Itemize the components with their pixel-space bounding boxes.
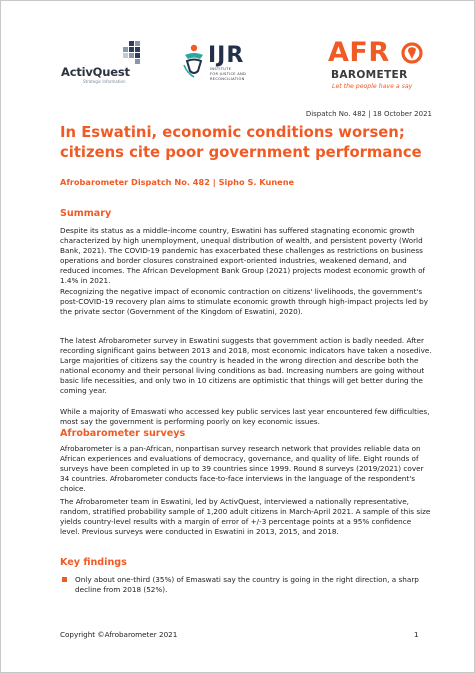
afrobarometer-logo — [328, 37, 431, 93]
summary-paragraph: Recognizing the negative impact of economic contraction on citizens' livelihoods, the government's post-COVID-19 recovery plan aims to stimulate economic growth through high-impact projects led by the private sector (Government of the Kingdom of Eswatini, 2020). — [60, 287, 429, 316]
summary-paragraph: The latest Afrobarometer survey in Eswatini suggests that government action is badly needed. After recording significant gains between 2013 and 2018, most economic indicators have taken a nosedive. Large majorities of citizens say the country is headed in the wrong direction and describe both the national economy and their personal living conditions as bad. Increasing numbers are going without basic life necessities, and only two in 10 citizens are optimistic that things will get better during the coming year. — [60, 336, 432, 395]
activquest-tagline: Strategic Information — [83, 79, 126, 84]
ijr-line-2: FOR JUSTICE AND — [210, 72, 247, 76]
page-title — [60, 123, 430, 163]
byline: Afrobarometer Dispatch No. 482 | Sipho S. Kunene — [60, 177, 295, 187]
ijr-logo — [181, 43, 271, 83]
afrobarometer-tagline: Let the people have a say — [332, 83, 413, 90]
bullet-square-icon — [62, 577, 67, 582]
summary-paragraph: While a majority of Emaswati who accessed key public services last year encountered few difficulties, most say the government is performing poorly on key economic issues. — [60, 407, 430, 426]
copyright-footer: Copyright ©Afrobarometer 2021 — [60, 630, 178, 639]
afro-wordmark: AFR — [328, 37, 390, 68]
title-line-2: citizens cite poor government performance — [60, 144, 422, 161]
title-line-1: In Eswatini, economic conditions worsen; — [60, 124, 405, 141]
key-findings-heading: Key findings — [60, 557, 127, 568]
ijr-line-3: RECONCILIATION — [210, 77, 245, 81]
summary-heading: Summary — [60, 208, 112, 219]
surveys-heading: Afrobarometer surveys — [60, 428, 186, 439]
dispatch-reference: Dispatch No. 482 | 18 October 2021 — [305, 110, 432, 118]
activquest-mark-icon — [121, 41, 143, 65]
activquest-logo — [61, 41, 161, 85]
ijr-figure-icon — [181, 43, 207, 79]
activquest-name: ActivQuest — [61, 65, 130, 79]
ijr-line-1: INSTITUTE — [210, 67, 232, 71]
afrobarometer-name: BAROMETER — [331, 69, 408, 81]
page-number: 1 — [414, 630, 419, 639]
africa-map-icon — [401, 42, 423, 64]
finding-text: Only about one-third (35%) of Emaswati say the country is going in the right direction, a sharp decline from 2018 (52%). — [75, 575, 419, 594]
surveys-paragraph: Afrobarometer is a pan-African, nonpartisan survey research network that provides reliable data on African experiences and evaluations of democracy, governance, and quality of life. Eight rounds of surveys have been completed in up to 39 countries since 1999. Round 8 surveys (2019/2021) cover 34 countries. Afrobarometer conducts face-to-face interviews in the language of the respondent's choice. — [60, 444, 424, 493]
ijr-name: IJR — [208, 43, 245, 68]
list-item — [75, 575, 433, 595]
summary-paragraph: Despite its status as a middle-income country, Eswatini has suffered stagnating economic growth characterized by high unemployment, unequal distribution of wealth, and persistent poverty (World Bank, 2021). The COVID-19 pandemic has exacerbated these challenges as restrictions on business operations and border closures constrained export-oriented industries, weakened demand, and reduced incomes. The African Development Bank Group (2021) projects modest economic growth of 1.4% in 2021. — [60, 226, 426, 285]
surveys-paragraph: The Afrobarometer team in Eswatini, led by ActivQuest, interviewed a nationally representative, random, stratified probability sample of 1,200 adult citizens in March-April 2021. A sample of this size yields country-level results with a margin of error of +/-3 percentage points at a 95% confidence level. Previous surveys were conducted in Eswatini in 2013, 2015, and 2018. — [60, 497, 431, 536]
